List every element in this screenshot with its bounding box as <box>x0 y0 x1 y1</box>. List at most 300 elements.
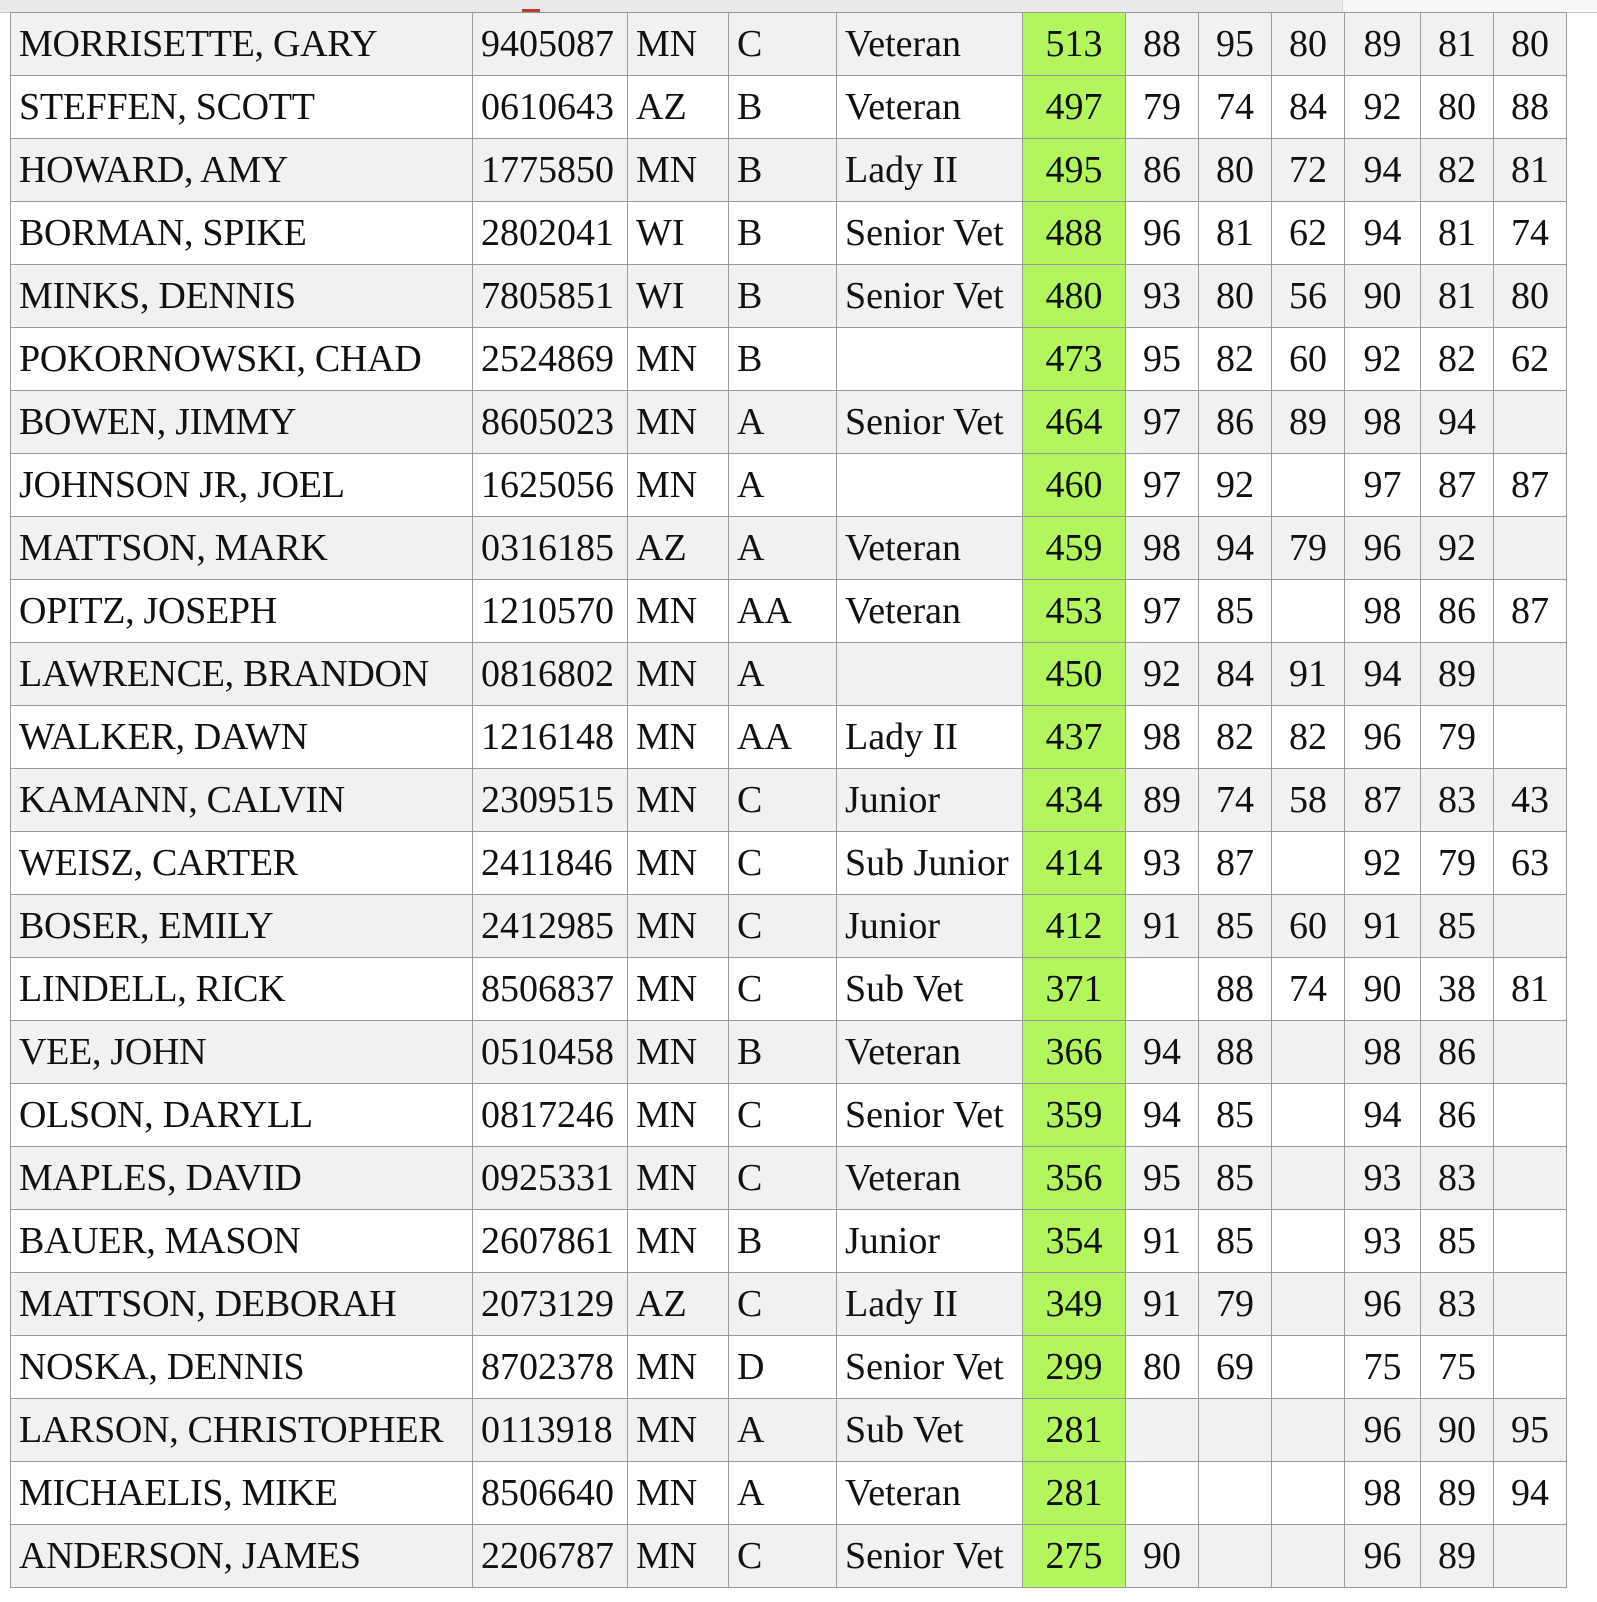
class-cell[interactable]: A <box>729 643 837 706</box>
event-score-cell[interactable] <box>1126 1399 1199 1462</box>
state-cell[interactable]: MN <box>628 391 729 454</box>
event-score-cell[interactable] <box>1494 643 1567 706</box>
member-id-cell[interactable]: 2309515 <box>473 769 628 832</box>
event-score-cell[interactable]: 98 <box>1345 391 1421 454</box>
event-score-cell[interactable]: 96 <box>1345 1399 1421 1462</box>
shooter-name-cell[interactable]: MICHAELIS, MIKE <box>11 1462 473 1525</box>
class-cell[interactable]: A <box>729 517 837 580</box>
event-score-cell[interactable]: 90 <box>1421 1399 1494 1462</box>
table-row[interactable] <box>11 1021 1567 1084</box>
class-cell[interactable]: B <box>729 139 837 202</box>
event-score-cell[interactable] <box>1272 454 1345 517</box>
event-score-cell[interactable]: 98 <box>1126 706 1199 769</box>
event-score-cell[interactable]: 60 <box>1272 328 1345 391</box>
class-cell[interactable]: B <box>729 1210 837 1273</box>
table-row[interactable] <box>11 139 1567 202</box>
category-cell[interactable]: Senior Vet <box>837 391 1023 454</box>
class-cell[interactable]: C <box>729 1273 837 1336</box>
category-cell[interactable]: Sub Vet <box>837 1399 1023 1462</box>
event-score-cell[interactable]: 90 <box>1126 1525 1199 1588</box>
event-score-cell[interactable]: 91 <box>1126 1210 1199 1273</box>
state-cell[interactable]: MN <box>628 328 729 391</box>
state-cell[interactable]: MN <box>628 1336 729 1399</box>
class-cell[interactable]: AA <box>729 706 837 769</box>
event-score-cell[interactable] <box>1272 1147 1345 1210</box>
event-score-cell[interactable] <box>1199 1462 1272 1525</box>
event-score-cell[interactable]: 98 <box>1126 517 1199 580</box>
table-row[interactable] <box>11 1399 1567 1462</box>
state-cell[interactable]: MN <box>628 1084 729 1147</box>
category-cell[interactable]: Senior Vet <box>837 1084 1023 1147</box>
event-score-cell[interactable]: 91 <box>1126 1273 1199 1336</box>
state-cell[interactable]: MN <box>628 454 729 517</box>
shooter-name-cell[interactable]: BAUER, MASON <box>11 1210 473 1273</box>
category-cell[interactable]: Lady II <box>837 1273 1023 1336</box>
state-cell[interactable]: WI <box>628 202 729 265</box>
event-score-cell[interactable]: 97 <box>1126 391 1199 454</box>
event-score-cell[interactable]: 95 <box>1199 13 1272 76</box>
total-score-cell[interactable]: 366 <box>1023 1021 1126 1084</box>
class-cell[interactable]: C <box>729 895 837 958</box>
event-score-cell[interactable]: 88 <box>1199 958 1272 1021</box>
event-score-cell[interactable]: 81 <box>1421 13 1494 76</box>
state-cell[interactable]: MN <box>628 643 729 706</box>
class-cell[interactable]: C <box>729 1084 837 1147</box>
class-cell[interactable]: B <box>729 76 837 139</box>
state-cell[interactable]: MN <box>628 1147 729 1210</box>
member-id-cell[interactable]: 0816802 <box>473 643 628 706</box>
event-score-cell[interactable]: 92 <box>1345 328 1421 391</box>
event-score-cell[interactable] <box>1494 517 1567 580</box>
category-cell[interactable]: Veteran <box>837 1021 1023 1084</box>
category-cell[interactable]: Lady II <box>837 706 1023 769</box>
member-id-cell[interactable]: 8605023 <box>473 391 628 454</box>
class-cell[interactable]: A <box>729 1399 837 1462</box>
event-score-cell[interactable] <box>1494 1525 1567 1588</box>
state-cell[interactable]: MN <box>628 1021 729 1084</box>
event-score-cell[interactable]: 96 <box>1345 517 1421 580</box>
table-row[interactable] <box>11 328 1567 391</box>
member-id-cell[interactable]: 1216148 <box>473 706 628 769</box>
table-row[interactable] <box>11 1147 1567 1210</box>
member-id-cell[interactable]: 2607861 <box>473 1210 628 1273</box>
event-score-cell[interactable]: 63 <box>1494 832 1567 895</box>
class-cell[interactable]: A <box>729 391 837 454</box>
total-score-cell[interactable]: 275 <box>1023 1525 1126 1588</box>
class-cell[interactable]: C <box>729 832 837 895</box>
event-score-cell[interactable]: 96 <box>1345 1273 1421 1336</box>
event-score-cell[interactable] <box>1126 1462 1199 1525</box>
event-score-cell[interactable] <box>1272 832 1345 895</box>
table-row[interactable] <box>11 769 1567 832</box>
member-id-cell[interactable]: 8702378 <box>473 1336 628 1399</box>
event-score-cell[interactable]: 81 <box>1199 202 1272 265</box>
total-score-cell[interactable]: 450 <box>1023 643 1126 706</box>
event-score-cell[interactable]: 88 <box>1199 1021 1272 1084</box>
event-score-cell[interactable] <box>1272 1399 1345 1462</box>
event-score-cell[interactable]: 98 <box>1345 1462 1421 1525</box>
event-score-cell[interactable]: 96 <box>1345 706 1421 769</box>
shooter-name-cell[interactable]: NOSKA, DENNIS <box>11 1336 473 1399</box>
event-score-cell[interactable]: 92 <box>1345 832 1421 895</box>
class-cell[interactable]: A <box>729 1462 837 1525</box>
total-score-cell[interactable]: 299 <box>1023 1336 1126 1399</box>
total-score-cell[interactable]: 356 <box>1023 1147 1126 1210</box>
event-score-cell[interactable]: 86 <box>1199 391 1272 454</box>
event-score-cell[interactable]: 87 <box>1421 454 1494 517</box>
event-score-cell[interactable] <box>1272 1273 1345 1336</box>
event-score-cell[interactable]: 81 <box>1421 202 1494 265</box>
category-cell[interactable]: Lady II <box>837 139 1023 202</box>
event-score-cell[interactable] <box>1126 958 1199 1021</box>
event-score-cell[interactable] <box>1494 1021 1567 1084</box>
event-score-cell[interactable]: 80 <box>1199 265 1272 328</box>
event-score-cell[interactable]: 82 <box>1421 328 1494 391</box>
event-score-cell[interactable]: 83 <box>1421 1273 1494 1336</box>
table-row[interactable] <box>11 895 1567 958</box>
category-cell[interactable] <box>837 643 1023 706</box>
event-score-cell[interactable] <box>1272 1210 1345 1273</box>
event-score-cell[interactable]: 94 <box>1345 202 1421 265</box>
shooter-name-cell[interactable]: POKORNOWSKI, CHAD <box>11 328 473 391</box>
shooter-name-cell[interactable]: MATTSON, MARK <box>11 517 473 580</box>
event-score-cell[interactable]: 83 <box>1421 1147 1494 1210</box>
event-score-cell[interactable] <box>1272 1084 1345 1147</box>
event-score-cell[interactable]: 90 <box>1345 265 1421 328</box>
event-score-cell[interactable]: 97 <box>1126 454 1199 517</box>
shooter-name-cell[interactable]: MINKS, DENNIS <box>11 265 473 328</box>
state-cell[interactable]: MN <box>628 958 729 1021</box>
total-score-cell[interactable]: 371 <box>1023 958 1126 1021</box>
category-cell[interactable] <box>837 328 1023 391</box>
class-cell[interactable]: B <box>729 265 837 328</box>
total-score-cell[interactable]: 459 <box>1023 517 1126 580</box>
event-score-cell[interactable]: 97 <box>1345 454 1421 517</box>
member-id-cell[interactable]: 2206787 <box>473 1525 628 1588</box>
event-score-cell[interactable]: 80 <box>1494 13 1567 76</box>
event-score-cell[interactable]: 96 <box>1126 202 1199 265</box>
member-id-cell[interactable]: 0113918 <box>473 1399 628 1462</box>
event-score-cell[interactable]: 91 <box>1345 895 1421 958</box>
event-score-cell[interactable]: 85 <box>1199 895 1272 958</box>
event-score-cell[interactable] <box>1494 895 1567 958</box>
event-score-cell[interactable]: 89 <box>1126 769 1199 832</box>
event-score-cell[interactable] <box>1199 1525 1272 1588</box>
event-score-cell[interactable]: 83 <box>1421 769 1494 832</box>
event-score-cell[interactable]: 74 <box>1272 958 1345 1021</box>
category-cell[interactable]: Sub Junior <box>837 832 1023 895</box>
event-score-cell[interactable]: 92 <box>1199 454 1272 517</box>
total-score-cell[interactable]: 437 <box>1023 706 1126 769</box>
category-cell[interactable]: Junior <box>837 895 1023 958</box>
event-score-cell[interactable]: 92 <box>1421 517 1494 580</box>
state-cell[interactable]: MN <box>628 1399 729 1462</box>
class-cell[interactable]: A <box>729 454 837 517</box>
table-row[interactable] <box>11 1336 1567 1399</box>
event-score-cell[interactable] <box>1272 1021 1345 1084</box>
state-cell[interactable]: MN <box>628 13 729 76</box>
total-score-cell[interactable]: 464 <box>1023 391 1126 454</box>
member-id-cell[interactable]: 2073129 <box>473 1273 628 1336</box>
event-score-cell[interactable]: 92 <box>1126 643 1199 706</box>
table-row[interactable] <box>11 958 1567 1021</box>
event-score-cell[interactable]: 91 <box>1272 643 1345 706</box>
class-cell[interactable]: B <box>729 328 837 391</box>
event-score-cell[interactable]: 94 <box>1345 643 1421 706</box>
event-score-cell[interactable]: 89 <box>1421 1462 1494 1525</box>
total-score-cell[interactable]: 453 <box>1023 580 1126 643</box>
event-score-cell[interactable]: 95 <box>1126 1147 1199 1210</box>
event-score-cell[interactable]: 96 <box>1345 1525 1421 1588</box>
shooter-name-cell[interactable]: LARSON, CHRISTOPHER <box>11 1399 473 1462</box>
class-cell[interactable]: AA <box>729 580 837 643</box>
event-score-cell[interactable]: 86 <box>1421 1021 1494 1084</box>
event-score-cell[interactable]: 94 <box>1345 1084 1421 1147</box>
event-score-cell[interactable]: 89 <box>1272 391 1345 454</box>
event-score-cell[interactable]: 82 <box>1199 328 1272 391</box>
event-score-cell[interactable] <box>1272 1336 1345 1399</box>
total-score-cell[interactable]: 460 <box>1023 454 1126 517</box>
event-score-cell[interactable]: 79 <box>1199 1273 1272 1336</box>
table-row[interactable] <box>11 832 1567 895</box>
event-score-cell[interactable] <box>1494 1084 1567 1147</box>
event-score-cell[interactable]: 88 <box>1494 76 1567 139</box>
event-score-cell[interactable]: 84 <box>1199 643 1272 706</box>
event-score-cell[interactable]: 80 <box>1421 76 1494 139</box>
shooter-name-cell[interactable]: VEE, JOHN <box>11 1021 473 1084</box>
event-score-cell[interactable]: 85 <box>1421 1210 1494 1273</box>
event-score-cell[interactable]: 98 <box>1345 1021 1421 1084</box>
total-score-cell[interactable]: 359 <box>1023 1084 1126 1147</box>
class-cell[interactable]: B <box>729 1021 837 1084</box>
event-score-cell[interactable]: 75 <box>1345 1336 1421 1399</box>
event-score-cell[interactable] <box>1272 580 1345 643</box>
total-score-cell[interactable]: 412 <box>1023 895 1126 958</box>
table-row[interactable] <box>11 265 1567 328</box>
member-id-cell[interactable]: 2412985 <box>473 895 628 958</box>
event-score-cell[interactable]: 74 <box>1494 202 1567 265</box>
shooter-name-cell[interactable]: LINDELL, RICK <box>11 958 473 1021</box>
member-id-cell[interactable]: 8506640 <box>473 1462 628 1525</box>
event-score-cell[interactable]: 72 <box>1272 139 1345 202</box>
event-score-cell[interactable]: 87 <box>1345 769 1421 832</box>
total-score-cell[interactable]: 349 <box>1023 1273 1126 1336</box>
event-score-cell[interactable]: 58 <box>1272 769 1345 832</box>
table-row[interactable] <box>11 643 1567 706</box>
category-cell[interactable]: Veteran <box>837 580 1023 643</box>
category-cell[interactable]: Junior <box>837 769 1023 832</box>
event-score-cell[interactable] <box>1494 391 1567 454</box>
member-id-cell[interactable]: 0817246 <box>473 1084 628 1147</box>
event-score-cell[interactable]: 82 <box>1272 706 1345 769</box>
event-score-cell[interactable]: 94 <box>1345 139 1421 202</box>
event-score-cell[interactable]: 80 <box>1199 139 1272 202</box>
event-score-cell[interactable]: 85 <box>1421 895 1494 958</box>
shooter-name-cell[interactable]: JOHNSON JR, JOEL <box>11 454 473 517</box>
event-score-cell[interactable]: 94 <box>1421 391 1494 454</box>
shooter-name-cell[interactable]: OPITZ, JOSEPH <box>11 580 473 643</box>
event-score-cell[interactable]: 92 <box>1345 76 1421 139</box>
shooter-name-cell[interactable]: MORRISETTE, GARY <box>11 13 473 76</box>
event-score-cell[interactable]: 93 <box>1126 832 1199 895</box>
table-row[interactable] <box>11 13 1567 76</box>
event-score-cell[interactable]: 85 <box>1199 580 1272 643</box>
class-cell[interactable]: B <box>729 202 837 265</box>
table-row[interactable] <box>11 202 1567 265</box>
category-cell[interactable]: Senior Vet <box>837 1336 1023 1399</box>
total-score-cell[interactable]: 513 <box>1023 13 1126 76</box>
category-cell[interactable]: Senior Vet <box>837 1525 1023 1588</box>
state-cell[interactable]: MN <box>628 1210 729 1273</box>
event-score-cell[interactable]: 80 <box>1126 1336 1199 1399</box>
event-score-cell[interactable]: 90 <box>1345 958 1421 1021</box>
state-cell[interactable]: MN <box>628 1525 729 1588</box>
total-score-cell[interactable]: 434 <box>1023 769 1126 832</box>
state-cell[interactable]: AZ <box>628 1273 729 1336</box>
event-score-cell[interactable]: 91 <box>1126 895 1199 958</box>
table-row[interactable] <box>11 1462 1567 1525</box>
category-cell[interactable]: Veteran <box>837 1147 1023 1210</box>
category-cell[interactable]: Veteran <box>837 76 1023 139</box>
event-score-cell[interactable]: 81 <box>1494 139 1567 202</box>
event-score-cell[interactable]: 95 <box>1126 328 1199 391</box>
state-cell[interactable]: MN <box>628 769 729 832</box>
member-id-cell[interactable]: 0316185 <box>473 517 628 580</box>
event-score-cell[interactable]: 85 <box>1199 1147 1272 1210</box>
event-score-cell[interactable]: 81 <box>1421 265 1494 328</box>
total-score-cell[interactable]: 480 <box>1023 265 1126 328</box>
state-cell[interactable]: AZ <box>628 76 729 139</box>
state-cell[interactable]: AZ <box>628 517 729 580</box>
event-score-cell[interactable] <box>1494 1336 1567 1399</box>
state-cell[interactable]: MN <box>628 895 729 958</box>
state-cell[interactable]: MN <box>628 580 729 643</box>
member-id-cell[interactable]: 2802041 <box>473 202 628 265</box>
class-cell[interactable]: C <box>729 1147 837 1210</box>
shooter-name-cell[interactable]: STEFFEN, SCOTT <box>11 76 473 139</box>
event-score-cell[interactable]: 93 <box>1345 1210 1421 1273</box>
table-row[interactable] <box>11 1210 1567 1273</box>
category-cell[interactable]: Veteran <box>837 517 1023 580</box>
shooter-name-cell[interactable]: WALKER, DAWN <box>11 706 473 769</box>
event-score-cell[interactable]: 86 <box>1421 580 1494 643</box>
event-score-cell[interactable]: 95 <box>1494 1399 1567 1462</box>
total-score-cell[interactable]: 497 <box>1023 76 1126 139</box>
state-cell[interactable]: MN <box>628 139 729 202</box>
event-score-cell[interactable]: 86 <box>1126 139 1199 202</box>
member-id-cell[interactable]: 2524869 <box>473 328 628 391</box>
table-row[interactable] <box>11 706 1567 769</box>
event-score-cell[interactable] <box>1272 1462 1345 1525</box>
event-score-cell[interactable]: 74 <box>1199 769 1272 832</box>
shooter-name-cell[interactable]: BOWEN, JIMMY <box>11 391 473 454</box>
event-score-cell[interactable]: 89 <box>1421 643 1494 706</box>
category-cell[interactable]: Senior Vet <box>837 265 1023 328</box>
total-score-cell[interactable]: 473 <box>1023 328 1126 391</box>
event-score-cell[interactable] <box>1199 1399 1272 1462</box>
event-score-cell[interactable]: 38 <box>1421 958 1494 1021</box>
category-cell[interactable]: Veteran <box>837 1462 1023 1525</box>
shooter-name-cell[interactable]: MATTSON, DEBORAH <box>11 1273 473 1336</box>
event-score-cell[interactable]: 94 <box>1199 517 1272 580</box>
table-row[interactable] <box>11 580 1567 643</box>
table-row[interactable] <box>11 517 1567 580</box>
event-score-cell[interactable]: 79 <box>1126 76 1199 139</box>
table-row[interactable] <box>11 454 1567 517</box>
table-row[interactable] <box>11 1525 1567 1588</box>
event-score-cell[interactable]: 93 <box>1126 265 1199 328</box>
category-cell[interactable]: Veteran <box>837 13 1023 76</box>
category-cell[interactable]: Senior Vet <box>837 202 1023 265</box>
member-id-cell[interactable]: 1625056 <box>473 454 628 517</box>
event-score-cell[interactable] <box>1494 1210 1567 1273</box>
total-score-cell[interactable]: 495 <box>1023 139 1126 202</box>
event-score-cell[interactable]: 94 <box>1126 1084 1199 1147</box>
event-score-cell[interactable]: 87 <box>1494 454 1567 517</box>
shooter-name-cell[interactable]: OLSON, DARYLL <box>11 1084 473 1147</box>
state-cell[interactable]: MN <box>628 706 729 769</box>
event-score-cell[interactable]: 88 <box>1126 13 1199 76</box>
member-id-cell[interactable]: 2411846 <box>473 832 628 895</box>
table-row[interactable] <box>11 1273 1567 1336</box>
event-score-cell[interactable]: 81 <box>1494 958 1567 1021</box>
event-score-cell[interactable]: 94 <box>1126 1021 1199 1084</box>
event-score-cell[interactable]: 94 <box>1494 1462 1567 1525</box>
member-id-cell[interactable]: 9405087 <box>473 13 628 76</box>
shooter-name-cell[interactable]: KAMANN, CALVIN <box>11 769 473 832</box>
member-id-cell[interactable]: 0610643 <box>473 76 628 139</box>
event-score-cell[interactable]: 62 <box>1272 202 1345 265</box>
event-score-cell[interactable]: 85 <box>1199 1210 1272 1273</box>
event-score-cell[interactable]: 79 <box>1421 706 1494 769</box>
event-score-cell[interactable]: 43 <box>1494 769 1567 832</box>
event-score-cell[interactable] <box>1494 706 1567 769</box>
class-cell[interactable]: C <box>729 13 837 76</box>
shooter-name-cell[interactable]: MAPLES, DAVID <box>11 1147 473 1210</box>
shooter-name-cell[interactable]: WEISZ, CARTER <box>11 832 473 895</box>
category-cell[interactable]: Junior <box>837 1210 1023 1273</box>
member-id-cell[interactable]: 0510458 <box>473 1021 628 1084</box>
event-score-cell[interactable] <box>1494 1147 1567 1210</box>
shooter-name-cell[interactable]: HOWARD, AMY <box>11 139 473 202</box>
event-score-cell[interactable]: 80 <box>1494 265 1567 328</box>
shooter-name-cell[interactable]: BORMAN, SPIKE <box>11 202 473 265</box>
state-cell[interactable]: MN <box>628 832 729 895</box>
category-cell[interactable]: Sub Vet <box>837 958 1023 1021</box>
class-cell[interactable]: C <box>729 769 837 832</box>
member-id-cell[interactable]: 0925331 <box>473 1147 628 1210</box>
event-score-cell[interactable]: 69 <box>1199 1336 1272 1399</box>
event-score-cell[interactable] <box>1494 1273 1567 1336</box>
event-score-cell[interactable]: 80 <box>1272 13 1345 76</box>
event-score-cell[interactable] <box>1272 1525 1345 1588</box>
event-score-cell[interactable]: 60 <box>1272 895 1345 958</box>
total-score-cell[interactable]: 281 <box>1023 1399 1126 1462</box>
event-score-cell[interactable]: 85 <box>1199 1084 1272 1147</box>
event-score-cell[interactable]: 79 <box>1272 517 1345 580</box>
event-score-cell[interactable]: 86 <box>1421 1084 1494 1147</box>
event-score-cell[interactable]: 79 <box>1421 832 1494 895</box>
event-score-cell[interactable]: 74 <box>1199 76 1272 139</box>
event-score-cell[interactable]: 89 <box>1345 13 1421 76</box>
total-score-cell[interactable]: 488 <box>1023 202 1126 265</box>
member-id-cell[interactable]: 1775850 <box>473 139 628 202</box>
shooter-name-cell[interactable]: BOSER, EMILY <box>11 895 473 958</box>
total-score-cell[interactable]: 414 <box>1023 832 1126 895</box>
event-score-cell[interactable]: 56 <box>1272 265 1345 328</box>
member-id-cell[interactable]: 7805851 <box>473 265 628 328</box>
event-score-cell[interactable]: 89 <box>1421 1525 1494 1588</box>
